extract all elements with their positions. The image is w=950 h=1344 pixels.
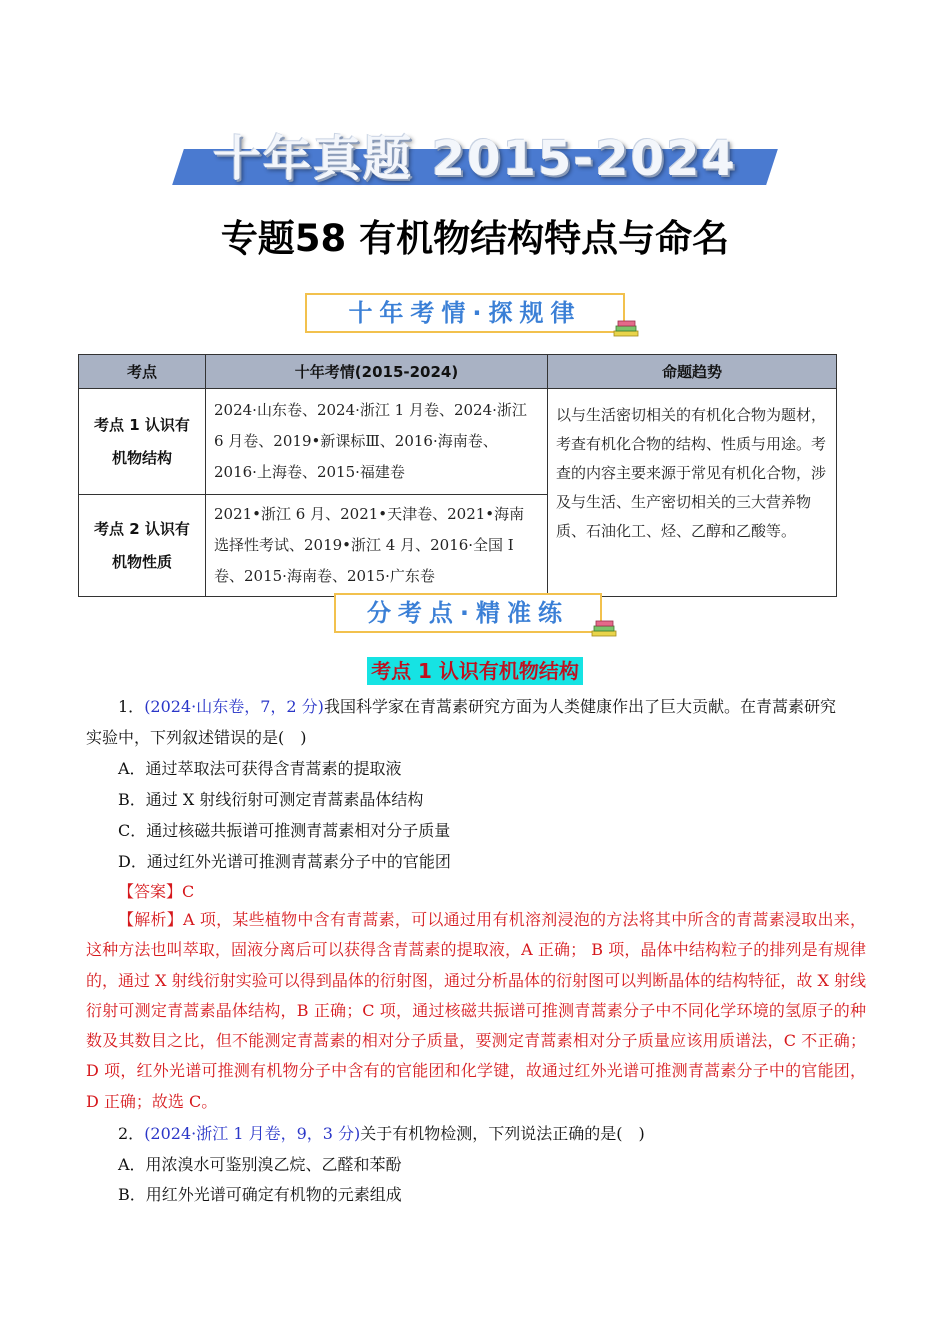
table-header-row xyxy=(79,355,837,389)
trend-cell: 以与生活密切相关的有机化合物为题材，考查有机化合物的结构、性质与用途。考查的内容主要来源于常见有机化合物，涉及与生活、生产密切相关的三大营养物质、石油化工、烃、乙醇和乙酸等。 xyxy=(548,389,837,597)
table-row xyxy=(79,389,837,495)
history-cell: 2024·山东卷、2024·浙江 1 月卷、2024·浙江 6 月卷、2019•新课标Ⅲ、2016·海南卷、2016·上海卷、2015·福建卷 xyxy=(206,389,548,495)
banner-title: 十年真题 2015-2024 xyxy=(213,131,737,187)
question-stem: 关于有机物检测，下列说法正确的是( ) xyxy=(360,1124,645,1143)
option-a: A．通过萃取法可获得含青蒿素的提取液 xyxy=(118,759,402,778)
page-title: 专题58 有机物结构特点与命名 xyxy=(220,217,730,260)
question-number: 2． xyxy=(118,1124,145,1143)
option-b: B．通过 X 射线衍射可测定青蒿素晶体结构 xyxy=(118,790,424,809)
point-label-line1: 考点 2 认识有 xyxy=(94,519,190,538)
point-label-line2: 机物结构 xyxy=(111,448,172,467)
topic-heading xyxy=(0,655,950,684)
header-trend: 命题趋势 xyxy=(548,355,837,389)
question-stem: 我国科学家在青蒿素研究方面为人类健康作出了巨大贡献。在青蒿素研究 xyxy=(323,697,836,716)
point-cell xyxy=(79,495,206,597)
header-history: 十年考情(2015-2024) xyxy=(206,355,548,389)
question-source: (2024·山东卷，7，2 分) xyxy=(144,697,324,716)
books-icon xyxy=(590,618,618,638)
books-icon xyxy=(612,318,640,338)
section-heading-trends: 十年考情·探规律 xyxy=(305,293,625,333)
topic-heading-text: 考点 1 认识有机物结构 xyxy=(367,657,583,685)
answer-label: 【答案】C xyxy=(118,882,195,901)
exam-trend-table xyxy=(78,354,837,597)
question-2-line1 xyxy=(118,1121,645,1144)
question-1-line2: 实验中，下列叙述错误的是( ) xyxy=(86,728,307,747)
header-point: 考点 xyxy=(79,355,206,389)
question-number: 1． xyxy=(118,697,145,716)
option-b: B．用红外光谱可确定有机物的元素组成 xyxy=(118,1185,402,1204)
option-d: D．通过红外光谱可推测青蒿素分子中的官能团 xyxy=(118,852,451,871)
option-c: C．通过核磁共振谱可推测青蒿素相对分子质量 xyxy=(118,821,451,840)
history-cell: 2021•浙江 6 月、2021•天津卷、2021•海南选择性考试、2019•浙江 4 月、2016·全国 I 卷、2015·海南卷、2015·广东卷 xyxy=(206,495,548,597)
point-cell xyxy=(79,389,206,495)
question-1-line1 xyxy=(118,694,836,717)
point-label-line1: 考点 1 认识有 xyxy=(94,415,190,434)
question-source: (2024·浙江 1 月卷，9，3 分) xyxy=(144,1124,361,1143)
option-a: A．用浓溴水可鉴别溴乙烷、乙醛和苯酚 xyxy=(118,1155,402,1174)
point-label-line2: 机物性质 xyxy=(111,552,172,571)
section-heading-practice: 分考点·精准练 xyxy=(334,593,602,633)
analysis-text: 【解析】A 项，某些植物中含有青蒿素，可以通过用有机溶剂浸泡的方法将其中所含的青蒿素浸取出来，这种方法也叫萃取，固液分离后可以获得含青蒿素的提取液，A 正确； B 项，晶体中结构粒子的排列是有规律的，通过 X 射线衍射实验可以得到晶体的衍射图，通过分析晶体的衍射图可以判断晶体的结构特征，故 X 射线衍射可测定青蒿素晶体结构，B 正确；C 项，通过核磁共振谱可推测青蒿素分子中不同化学环境的氢原子的种数及其数目之比，但不能测定青蒿素的相对分子质量，要测定青蒿素相对分子质量应该用质谱法，C 不正确；D 项，红外光谱可推测有机物分子中含有的官能团和化学键，故通过红外光谱可推测青蒿素分子中的官能团，D 正确；故选 C。 xyxy=(86,910,866,1111)
